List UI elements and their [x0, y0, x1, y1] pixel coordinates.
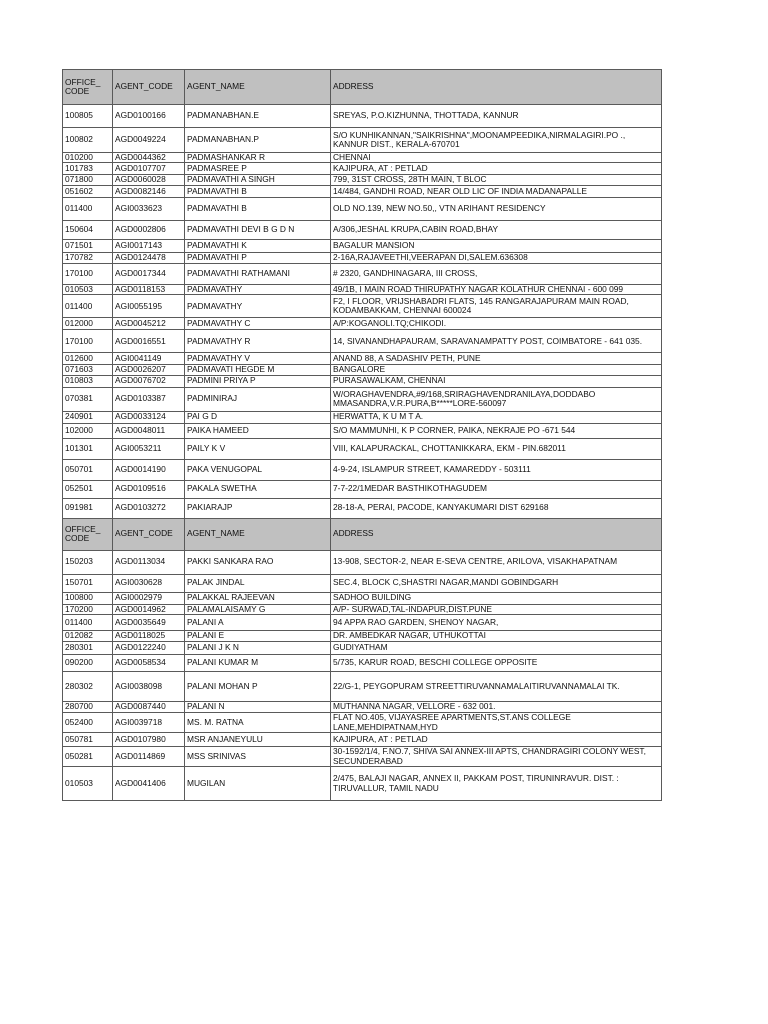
cell-agent-code: AGI0002979: [113, 592, 185, 604]
cell-address: W/ORAGHAVENDRA,#9/168,SRIRAGHAVENDRANILAYA,DODDABO MMASANDRA,V.R.PURA,B*****LORE-560097: [331, 387, 662, 411]
cell-office-code: 050781: [63, 733, 113, 747]
cell-agent-code: AGI0055195: [113, 295, 185, 318]
cell-agent-code: AGD0087440: [113, 702, 185, 713]
cell-agent-code: AGD0103272: [113, 498, 185, 518]
table-row: [63, 197, 662, 220]
cell-office-code: 052400: [63, 713, 113, 733]
cell-office-code: 071501: [63, 239, 113, 252]
cell-address: A/P- SURWAD,TAL-INDAPUR,DIST.PUNE: [331, 604, 662, 614]
table-row: [63, 631, 662, 642]
cell-address: 7-7-22/1MEDAR BASTHIKOTHAGUDEM: [331, 480, 662, 498]
table-row: [63, 284, 662, 294]
header-address: ADDRESS: [331, 70, 662, 105]
table-row: [63, 375, 662, 387]
cell-address: 94 APPA RAO GARDEN, SHENOY NAGAR,: [331, 615, 662, 631]
cell-office-code: 011400: [63, 197, 113, 220]
cell-address: S/O MAMMUNHI, K P CORNER, PAIKA, NEKRAJE PO -671 544: [331, 423, 662, 438]
cell-agent-name: PAI G D: [185, 411, 331, 423]
table-row: [63, 550, 662, 574]
cell-address: 799, 31ST CROSS, 28TH MAIN, T BLOC: [331, 175, 662, 185]
table-row: [63, 185, 662, 197]
cell-office-code: 071800: [63, 175, 113, 185]
cell-address: 13-908, SECTOR-2, NEAR E-SEVA CENTRE, ARILOVA, VISAKHAPATNAM: [331, 550, 662, 574]
cell-office-code: 091981: [63, 498, 113, 518]
table-row: [63, 655, 662, 672]
table-row: [63, 220, 662, 239]
cell-agent-code: AGI0039718: [113, 713, 185, 733]
cell-office-code: 010803: [63, 375, 113, 387]
table-row: [63, 163, 662, 175]
agent-table: [62, 69, 662, 801]
cell-office-code: 050281: [63, 747, 113, 767]
header-agent-name: AGENT_NAME: [185, 70, 331, 105]
cell-agent-name: PAKIARAJP: [185, 498, 331, 518]
cell-address: 49/1B, I MAIN ROAD THIRUPATHY NAGAR KOLATHUR CHENNAI - 600 099: [331, 284, 662, 294]
cell-address: DR. AMBEDKAR NAGAR, UTHUKOTTAI: [331, 631, 662, 642]
cell-agent-code: AGD0058534: [113, 655, 185, 672]
cell-agent-code: AGD0082146: [113, 185, 185, 197]
cell-address: BANGALORE: [331, 365, 662, 375]
cell-address: ANAND 88, A SADASHIV PETH, PUNE: [331, 353, 662, 365]
cell-address: SREYAS, P.O.KIZHUNNA, THOTTADA, KANNUR: [331, 105, 662, 128]
cell-office-code: 240901: [63, 411, 113, 423]
cell-agent-name: PADMAVATHY C: [185, 318, 331, 330]
cell-address: HERWATTA, K U M T A.: [331, 411, 662, 423]
cell-agent-code: AGD0002806: [113, 220, 185, 239]
cell-agent-name: PADMAVATHI DEVI B G D N: [185, 220, 331, 239]
cell-office-code: 011400: [63, 615, 113, 631]
cell-office-code: 052501: [63, 480, 113, 498]
cell-agent-name: PADMAVATI HEGDE M: [185, 365, 331, 375]
header-address: ADDRESS: [331, 518, 662, 550]
cell-agent-name: PALAKKAL RAJEEVAN: [185, 592, 331, 604]
cell-agent-code: AGD0124478: [113, 252, 185, 263]
cell-office-code: 150701: [63, 574, 113, 592]
cell-agent-name: PADMINI PRIYA P: [185, 375, 331, 387]
cell-address: SEC.4, BLOCK C,SHASTRI NAGAR,MANDI GOBINDGARH: [331, 574, 662, 592]
table-row: [63, 252, 662, 263]
header-row: [63, 70, 662, 105]
table-row: [63, 702, 662, 713]
cell-agent-name: PAIKA HAMEED: [185, 423, 331, 438]
cell-address: CHENNAI: [331, 153, 662, 163]
cell-address: 5/735, KARUR ROAD, BESCHI COLLEGE OPPOSITE: [331, 655, 662, 672]
cell-office-code: 100802: [63, 128, 113, 153]
cell-address: F2, I FLOOR, VRIJSHABADRI FLATS, 145 RANGARAJAPURAM MAIN ROAD, KODAMBAKKAM, CHENNAI 600024: [331, 295, 662, 318]
table-row: [63, 733, 662, 747]
cell-address: S/O KUNHIKANNAN,"SAIKRISHNA",MOONAMPEEDIKA,NIRMALAGIRI.PO ., KANNUR DIST., KERALA-670701: [331, 128, 662, 153]
cell-agent-name: PALANI A: [185, 615, 331, 631]
cell-agent-name: PADMAVATHY V: [185, 353, 331, 365]
cell-agent-name: PAKKI SANKARA RAO: [185, 550, 331, 574]
cell-agent-name: PALANI E: [185, 631, 331, 642]
table-row: [63, 767, 662, 801]
cell-address: 4-9-24, ISLAMPUR STREET, KAMAREDDY - 503111: [331, 459, 662, 480]
table-row: [63, 498, 662, 518]
cell-office-code: 170100: [63, 330, 113, 353]
cell-agent-code: AGD0107980: [113, 733, 185, 747]
table-row: [63, 672, 662, 702]
cell-agent-code: AGD0103387: [113, 387, 185, 411]
table-row: [63, 615, 662, 631]
cell-agent-code: AGD0048011: [113, 423, 185, 438]
cell-agent-name: PAILY K V: [185, 438, 331, 459]
cell-office-code: 280301: [63, 642, 113, 655]
cell-agent-name: PALANI KUMAR M: [185, 655, 331, 672]
header-agent-code: AGENT_CODE: [113, 518, 185, 550]
table-row: [63, 747, 662, 767]
cell-office-code: 010200: [63, 153, 113, 163]
cell-address: 22/G-1, PEYGOPURAM STREETTIRUVANNAMALAITIRUVANNAMALAI TK.: [331, 672, 662, 702]
cell-address: GUDIYATHAM: [331, 642, 662, 655]
header-office-code: OFFICE_ CODE: [63, 70, 113, 105]
cell-agent-code: AGD0107707: [113, 163, 185, 175]
cell-address: MUTHANNA NAGAR, VELLORE - 632 001.: [331, 702, 662, 713]
cell-agent-code: AGD0033124: [113, 411, 185, 423]
cell-agent-name: PADMAVATHI B: [185, 185, 331, 197]
cell-address: KAJIPURA, AT : PETLAD: [331, 163, 662, 175]
cell-agent-name: PADMAVATHI P: [185, 252, 331, 263]
cell-agent-code: AGI0030628: [113, 574, 185, 592]
cell-office-code: 100805: [63, 105, 113, 128]
cell-address: PURASAWALKAM, CHENNAI: [331, 375, 662, 387]
table-row: [63, 574, 662, 592]
cell-office-code: 280700: [63, 702, 113, 713]
table-row: [63, 387, 662, 411]
cell-agent-name: PADMAVATHY: [185, 284, 331, 294]
table-row: [63, 318, 662, 330]
table-row: [63, 480, 662, 498]
cell-agent-code: AGI0017143: [113, 239, 185, 252]
table-row: [63, 105, 662, 128]
cell-address: A/306,JESHAL KRUPA,CABIN ROAD,BHAY: [331, 220, 662, 239]
cell-address: SADHOO BUILDING: [331, 592, 662, 604]
cell-agent-code: AGD0122240: [113, 642, 185, 655]
cell-agent-name: PALAK JINDAL: [185, 574, 331, 592]
cell-address: 14, SIVANANDHAPAURAM, SARAVANAMPATTY POST, COIMBATORE - 641 035.: [331, 330, 662, 353]
cell-agent-name: PAKALA SWETHA: [185, 480, 331, 498]
table-row: [63, 330, 662, 353]
cell-agent-code: AGD0060028: [113, 175, 185, 185]
cell-office-code: 070381: [63, 387, 113, 411]
cell-office-code: 071603: [63, 365, 113, 375]
cell-agent-code: AGD0014962: [113, 604, 185, 614]
cell-agent-code: AGD0026207: [113, 365, 185, 375]
cell-agent-name: PALAMALAISAMY G: [185, 604, 331, 614]
cell-agent-name: PADMAVATHI B: [185, 197, 331, 220]
cell-office-code: 012600: [63, 353, 113, 365]
table-row: [63, 438, 662, 459]
cell-agent-code: AGD0049224: [113, 128, 185, 153]
cell-address: FLAT NO.405, VIJAYASREE APARTMENTS,ST.ANS COLLEGE LANE,MEHDIPATNAM,HYD: [331, 713, 662, 733]
cell-address: A/P:KOGANOLI.TQ;CHIKODI.: [331, 318, 662, 330]
cell-agent-code: AGD0045212: [113, 318, 185, 330]
cell-office-code: 150604: [63, 220, 113, 239]
cell-agent-name: MSS SRINIVAS: [185, 747, 331, 767]
cell-office-code: 010503: [63, 767, 113, 801]
cell-agent-code: AGD0118153: [113, 284, 185, 294]
cell-agent-code: AGD0118025: [113, 631, 185, 642]
table-row: [63, 459, 662, 480]
table-row: [63, 263, 662, 284]
cell-address: 2-16A,RAJAVEETHI,VEERAPAN DI,SALEM.636308: [331, 252, 662, 263]
header-agent-code: AGENT_CODE: [113, 70, 185, 105]
cell-office-code: 101783: [63, 163, 113, 175]
cell-agent-name: PADMAVATHI RATHAMANI: [185, 263, 331, 284]
table-row: [63, 365, 662, 375]
cell-office-code: 051602: [63, 185, 113, 197]
cell-address: 2/475, BALAJI NAGAR, ANNEX II, PAKKAM POST, TIRUNINRAVUR. DIST. : TIRUVALLUR, TAMIL NADU: [331, 767, 662, 801]
cell-address: 14/484, GANDHI ROAD, NEAR OLD LIC OF INDIA MADANAPALLE: [331, 185, 662, 197]
cell-agent-name: MUGILAN: [185, 767, 331, 801]
cell-agent-name: PAKA VENUGOPAL: [185, 459, 331, 480]
table-row: [63, 128, 662, 153]
cell-address: OLD NO.139, NEW NO.50,, VTN ARIHANT RESIDENCY: [331, 197, 662, 220]
cell-office-code: 050701: [63, 459, 113, 480]
cell-agent-code: AGD0044362: [113, 153, 185, 163]
cell-agent-name: PADMASHANKAR R: [185, 153, 331, 163]
cell-office-code: 150203: [63, 550, 113, 574]
cell-office-code: 090200: [63, 655, 113, 672]
cell-agent-code: AGD0035649: [113, 615, 185, 631]
cell-office-code: 170200: [63, 604, 113, 614]
table-row: [63, 153, 662, 163]
table-row: [63, 175, 662, 185]
cell-agent-code: AGD0076702: [113, 375, 185, 387]
header-agent-name: AGENT_NAME: [185, 518, 331, 550]
cell-agent-name: PALANI J K N: [185, 642, 331, 655]
cell-agent-code: AGI0041149: [113, 353, 185, 365]
cell-office-code: 100800: [63, 592, 113, 604]
cell-agent-code: AGI0053211: [113, 438, 185, 459]
cell-address: 28-18-A, PERAI, PACODE, KANYAKUMARI DIST 629168: [331, 498, 662, 518]
cell-agent-code: AGD0041406: [113, 767, 185, 801]
table-row: [63, 295, 662, 318]
cell-office-code: 011400: [63, 295, 113, 318]
cell-agent-code: AGI0038098: [113, 672, 185, 702]
table-row: [63, 411, 662, 423]
cell-agent-name: PADMAVATHI K: [185, 239, 331, 252]
cell-address: BAGALUR MANSION: [331, 239, 662, 252]
cell-agent-name: MSR ANJANEYULU: [185, 733, 331, 747]
cell-office-code: 012082: [63, 631, 113, 642]
cell-address: VIII, KALAPURACKAL, CHOTTANIKKARA, EKM - PIN.682011: [331, 438, 662, 459]
cell-agent-code: AGD0114869: [113, 747, 185, 767]
cell-agent-code: AGD0109516: [113, 480, 185, 498]
cell-agent-name: PALANI MOHAN P: [185, 672, 331, 702]
cell-office-code: 012000: [63, 318, 113, 330]
cell-office-code: 170100: [63, 263, 113, 284]
header-row: [63, 518, 662, 550]
cell-address: 30-1592/1/4, F.NO.7, SHIVA SAI ANNEX-III APTS, CHANDRAGIRI COLONY WEST, SECUNDERABAD: [331, 747, 662, 767]
table-row: [63, 592, 662, 604]
cell-agent-code: AGI0033623: [113, 197, 185, 220]
cell-agent-name: PADMASREE P: [185, 163, 331, 175]
cell-agent-name: MS. M. RATNA: [185, 713, 331, 733]
cell-agent-code: AGD0014190: [113, 459, 185, 480]
cell-agent-name: PADMANABHAN.P: [185, 128, 331, 153]
cell-address: KAJIPURA, AT : PETLAD: [331, 733, 662, 747]
cell-agent-name: PADMINIRAJ: [185, 387, 331, 411]
cell-address: # 2320, GANDHINAGARA, III CROSS,: [331, 263, 662, 284]
cell-office-code: 280302: [63, 672, 113, 702]
cell-agent-code: AGD0113034: [113, 550, 185, 574]
table-row: [63, 353, 662, 365]
header-office-code: OFFICE_ CODE: [63, 518, 113, 550]
cell-office-code: 102000: [63, 423, 113, 438]
cell-agent-name: PADMAVATHY: [185, 295, 331, 318]
table-row: [63, 423, 662, 438]
cell-office-code: 010503: [63, 284, 113, 294]
table-row: [63, 239, 662, 252]
cell-agent-code: AGD0100166: [113, 105, 185, 128]
table-row: [63, 713, 662, 733]
cell-office-code: 170782: [63, 252, 113, 263]
cell-agent-name: PADMAVATHY R: [185, 330, 331, 353]
cell-agent-name: PADMAVATHI A SINGH: [185, 175, 331, 185]
cell-agent-code: AGD0017344: [113, 263, 185, 284]
cell-agent-name: PADMANABHAN.E: [185, 105, 331, 128]
cell-office-code: 101301: [63, 438, 113, 459]
cell-agent-name: PALANI N: [185, 702, 331, 713]
table-row: [63, 604, 662, 614]
table-row: [63, 642, 662, 655]
cell-agent-code: AGD0016551: [113, 330, 185, 353]
